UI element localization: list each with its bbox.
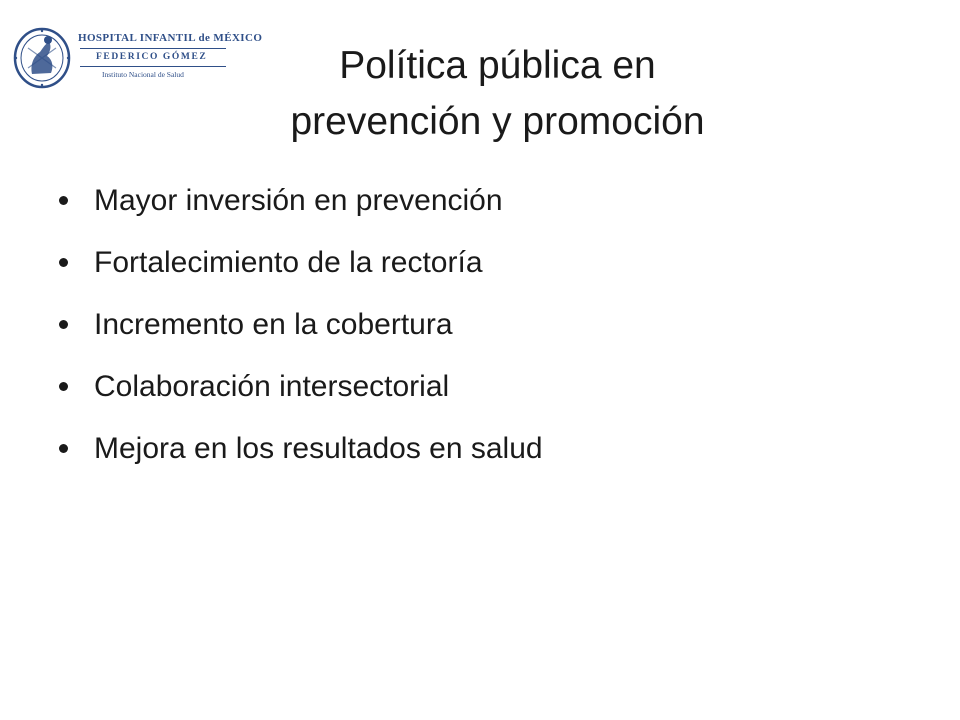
hospital-seal-icon bbox=[12, 26, 72, 90]
bullet-text: Fortalecimiento de la rectoría bbox=[94, 246, 483, 279]
bullet-dot-icon bbox=[59, 258, 68, 267]
logo-hospital-name: HOSPITAL INFANTIL de MÉXICO bbox=[78, 32, 263, 44]
logo-institute-name: Instituto Nacional de Salud bbox=[102, 70, 184, 79]
bullet-item bbox=[57, 358, 917, 420]
slide-title-line-2: prevención y promoción bbox=[290, 100, 705, 143]
slide-title bbox=[200, 38, 795, 150]
bullet-dot-icon bbox=[59, 382, 68, 391]
bullet-list bbox=[57, 172, 917, 482]
bullet-dot-icon bbox=[59, 196, 68, 205]
bullet-text: Incremento en la cobertura bbox=[94, 308, 453, 341]
bullet-text: Colaboración intersectorial bbox=[94, 370, 450, 403]
bullet-item bbox=[57, 172, 917, 234]
bullet-dot-icon bbox=[59, 444, 68, 453]
bullet-text: Mayor inversión en prevención bbox=[94, 184, 503, 217]
bullet-dot-icon bbox=[59, 320, 68, 329]
bullet-item bbox=[57, 296, 917, 358]
bullet-text: Mejora en los resultados en salud bbox=[94, 432, 543, 465]
logo-founder-name: FEDERICO GÓMEZ bbox=[96, 52, 208, 62]
bullet-item bbox=[57, 234, 917, 296]
slide-title-line-1: Política pública en bbox=[339, 44, 656, 87]
hospital-logo bbox=[12, 26, 263, 90]
bullet-item bbox=[57, 420, 917, 482]
